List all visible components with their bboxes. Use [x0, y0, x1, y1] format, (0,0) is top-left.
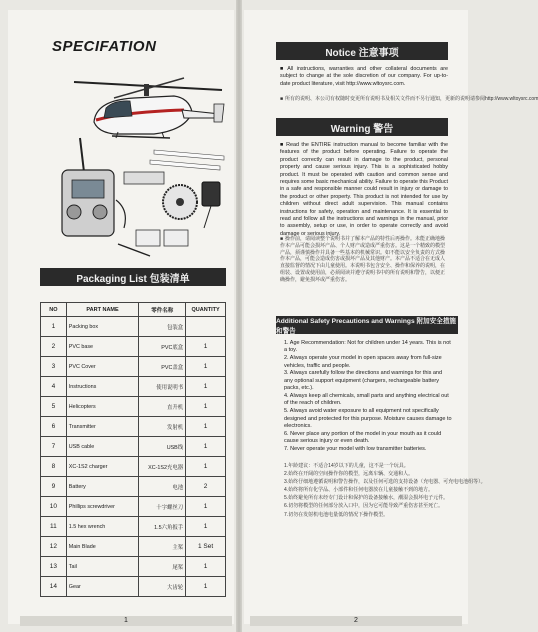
column-header-part-name: PART NAME	[66, 303, 139, 317]
notice-text: All instructions, warranties and other collateral documents are subject to change at the sole discretion of our company. For up-to-date product literature, visit http://www.wltoysrc.com.	[280, 66, 448, 87]
cell-part-name: Packing box	[66, 317, 139, 337]
cell-no: 13	[41, 557, 67, 577]
charger-image	[202, 182, 220, 228]
safety-rule-item: 4. Always keep all chemicals, small parts and anything electrical out of the reach of children.	[284, 393, 449, 407]
cell-no: 4	[41, 377, 67, 397]
cell-part-name: Helicopters	[66, 397, 139, 417]
cell-quantity: 1	[186, 457, 226, 477]
cell-part-name-cn: USB线	[139, 437, 186, 457]
cell-no: 12	[41, 537, 67, 557]
table-row	[41, 577, 226, 597]
cell-part-name-cn: 主桨	[139, 537, 186, 557]
safety-rule-item: 7. Never operate your model with low transmitter batteries.	[284, 446, 427, 453]
cell-quantity: 1	[186, 417, 226, 437]
cell-part-name-cn: 直升机	[139, 397, 186, 417]
cell-part-name-cn: XC-1S2充电器	[139, 457, 186, 477]
bullet-icon: ■	[280, 96, 284, 102]
cell-no: 10	[41, 497, 67, 517]
cell-no: 3	[41, 357, 67, 377]
warning-paragraph	[280, 142, 448, 238]
packaging-list-header: Packaging List 包装清单	[40, 268, 226, 286]
cell-no: 11	[41, 517, 67, 537]
safety-rule-item: 2. Always operate your model in open spaces away from full-size vehicles, traffic and people.	[284, 355, 442, 369]
safety-rules-list	[284, 340, 452, 454]
cell-part-name: Main Blade	[66, 537, 139, 557]
notice-text-cn: 所有的说明、本公司有权随时变更所有说明书及相关文件而不另行通知，更新的说明请参阅http://www.wltoysrc.com	[285, 96, 538, 102]
cell-part-name: Phillips screwdriver	[66, 497, 139, 517]
warning-text: Read the ENTIRE instruction manual to become familiar with the features of the product before operating. Failure to operate the product correctly can result in damage to the product, personal property and cause serious injury. This is a sophisticated hobby product. It must be operated with caution and common sense and requires some basic mechanical ability. Failure to operate this Product in a safe and responsible manner could result in injury or damage to the product or other property. This product is not intended for use by children without direct adult supervision. This manual contains instructions for safety, operation and maintenance. It is essential to read and follow all the instructions and warnings in the manual, prior to assembly, setup or use, in order to operate correctly and avoid damage or serious injury.	[280, 142, 448, 237]
cell-part-name: USB cable	[66, 437, 139, 457]
column-header-part-name-cn: 零件名称	[139, 303, 186, 317]
table-row	[41, 377, 226, 397]
cell-no: 5	[41, 397, 67, 417]
table-row	[41, 357, 226, 377]
cell-no: 8	[41, 457, 67, 477]
cell-no: 2	[41, 337, 67, 357]
product-photo	[54, 60, 228, 260]
safety-rule-item: 1. Age Recommendation: Not for children under 14 years. This is not a toy.	[284, 340, 451, 354]
cell-part-name-cn: 电池	[139, 477, 186, 497]
table-row	[41, 477, 226, 497]
bullet-icon: ■	[280, 142, 285, 148]
cell-quantity: 2	[186, 477, 226, 497]
cell-quantity: 1	[186, 577, 226, 597]
notice-paragraph	[280, 66, 448, 88]
bullet-icon: ■	[280, 66, 286, 72]
safety-rule-item: 3. Always carefully follow the directions and warnings for this and any optional support equipment (chargers, rechargeable battery packs, etc.).	[284, 370, 443, 392]
cell-no: 14	[41, 577, 67, 597]
table-row	[41, 397, 226, 417]
table-header-row	[41, 303, 226, 317]
bullet-icon: ■	[280, 236, 284, 242]
main-gear-image	[163, 185, 197, 219]
cell-quantity: 1	[186, 357, 226, 377]
cell-part-name-cn: 使用说明书	[139, 377, 186, 397]
safety-rule-item-cn: 5.始终避免所有未经专门设计和保护的设备接触水，潮湿会损坏电子元件。	[284, 495, 449, 502]
cell-part-name-cn: 大齿轮	[139, 577, 186, 597]
cell-part-name: XC-1S2 charger	[66, 457, 139, 477]
cell-part-name: Transmitter	[66, 417, 139, 437]
additional-safety-header: Additional Safety Precautions and Warnings 附加安全措施和警告	[276, 318, 457, 335]
page-number-right: 2	[250, 616, 462, 626]
cell-part-name: Gear	[66, 577, 139, 597]
table-row	[41, 337, 226, 357]
notice-paragraph-cn	[280, 96, 538, 103]
table-row	[41, 557, 226, 577]
cell-no: 7	[41, 437, 67, 457]
cell-quantity: 1	[186, 397, 226, 417]
spare-blades-image	[150, 150, 224, 170]
cell-part-name: PVC base	[66, 337, 139, 357]
safety-rule-item: 6. Never place any portion of the model in your mouth as it could cause serious injury or even death.	[284, 430, 442, 445]
cell-part-name: Battery	[66, 477, 139, 497]
cell-quantity: 1	[186, 337, 226, 357]
cell-quantity: 1 Set	[186, 537, 226, 557]
cell-part-name: Instructions	[66, 377, 139, 397]
warning-text-cn: 操作前，请阅读整个说明书并了解本产品的特性后再操作。未能正确地操作本产品可能会损坏产品、个人财产或造成严重伤害。这是一个精致的模型产品，须谨慎操作并具备一些基本的机械常识。如不能以安全负责的方式操作本产品，可能会造成伤害或损坏产品及其他财产。本产品不适合在无成人直接监督的情况下由儿童使用。本说明书包含安全、操作和保养的说明，在组装、设置或使用前，必须阅读并遵守说明书中的所有说明和警告，以便正确操作，避免损坏或严重伤害。	[280, 236, 446, 283]
table-row	[41, 497, 226, 517]
safety-rule-item-cn: 6.切勿将模型的任何部分放入口中，因为它可能导致严重伤害甚至死亡。	[284, 503, 444, 510]
safety-rules-list-cn	[284, 462, 486, 519]
transmitter-image	[62, 138, 114, 236]
book-gutter	[236, 0, 242, 632]
column-header-no: NO	[41, 303, 67, 317]
packaging-table	[40, 302, 226, 597]
cell-quantity: 1	[186, 557, 226, 577]
table-row	[41, 457, 226, 477]
cell-quantity: 1	[186, 377, 226, 397]
safety-rule-item-cn: 2.始终在开阔的空间操作你的模型，远离车辆、交通和人。	[284, 471, 414, 478]
table-row	[41, 517, 226, 537]
table-row	[41, 437, 226, 457]
notice-header: Notice 注意事项	[276, 42, 448, 60]
cell-quantity: 1	[186, 517, 226, 537]
helicopter-image	[74, 78, 224, 138]
cell-no: 9	[41, 477, 67, 497]
cell-no: 6	[41, 417, 67, 437]
safety-rule-item-cn: 3.始终仔细地遵循说明和警告操作，以及任何可选的支持设备（充电器、可充电电池组等）。	[284, 479, 486, 486]
cell-quantity	[186, 317, 226, 337]
cell-part-name-cn: 1.5六角扳手	[139, 517, 186, 537]
table-row	[41, 537, 226, 557]
page-number-left: 1	[20, 616, 232, 626]
cell-quantity: 1	[186, 497, 226, 517]
cell-part-name: Tail	[66, 557, 139, 577]
cell-quantity: 1	[186, 437, 226, 457]
table-row	[41, 417, 226, 437]
cell-part-name-cn: 尾桨	[139, 557, 186, 577]
column-header-quantity: QUANTITY	[186, 303, 226, 317]
safety-rule-item: 5. Always avoid water exposure to all equipment not specifically designed and protected for this purpose. Moisture causes damage to electronics.	[284, 408, 452, 430]
warning-paragraph-cn	[280, 236, 448, 296]
warning-header: Warning 警告	[276, 118, 448, 136]
cell-part-name: 1.5 hex wrench	[66, 517, 139, 537]
cell-no: 1	[41, 317, 67, 337]
cell-part-name-cn: 包装盒	[139, 317, 186, 337]
safety-rule-item-cn: 7.切勿在发射机电池电量低的情况下操作模型。	[284, 511, 389, 518]
safety-rule-item-cn: 1.年龄建议：不适合14岁以下的儿童，这不是一个玩具。	[284, 463, 409, 469]
specification-title: SPECIFATION	[52, 38, 157, 55]
cell-part-name-cn: 十字螺丝刀	[139, 497, 186, 517]
cell-part-name-cn: PVC盖盒	[139, 357, 186, 377]
table-row	[41, 317, 226, 337]
cell-part-name: PVC Cover	[66, 357, 139, 377]
safety-rule-item-cn: 4.始终将所有化学品、小部件和任何电器放在儿童接触不到的地方。	[284, 487, 434, 494]
cell-part-name-cn: 发射机	[139, 417, 186, 437]
cell-part-name-cn: PVC底盒	[139, 337, 186, 357]
